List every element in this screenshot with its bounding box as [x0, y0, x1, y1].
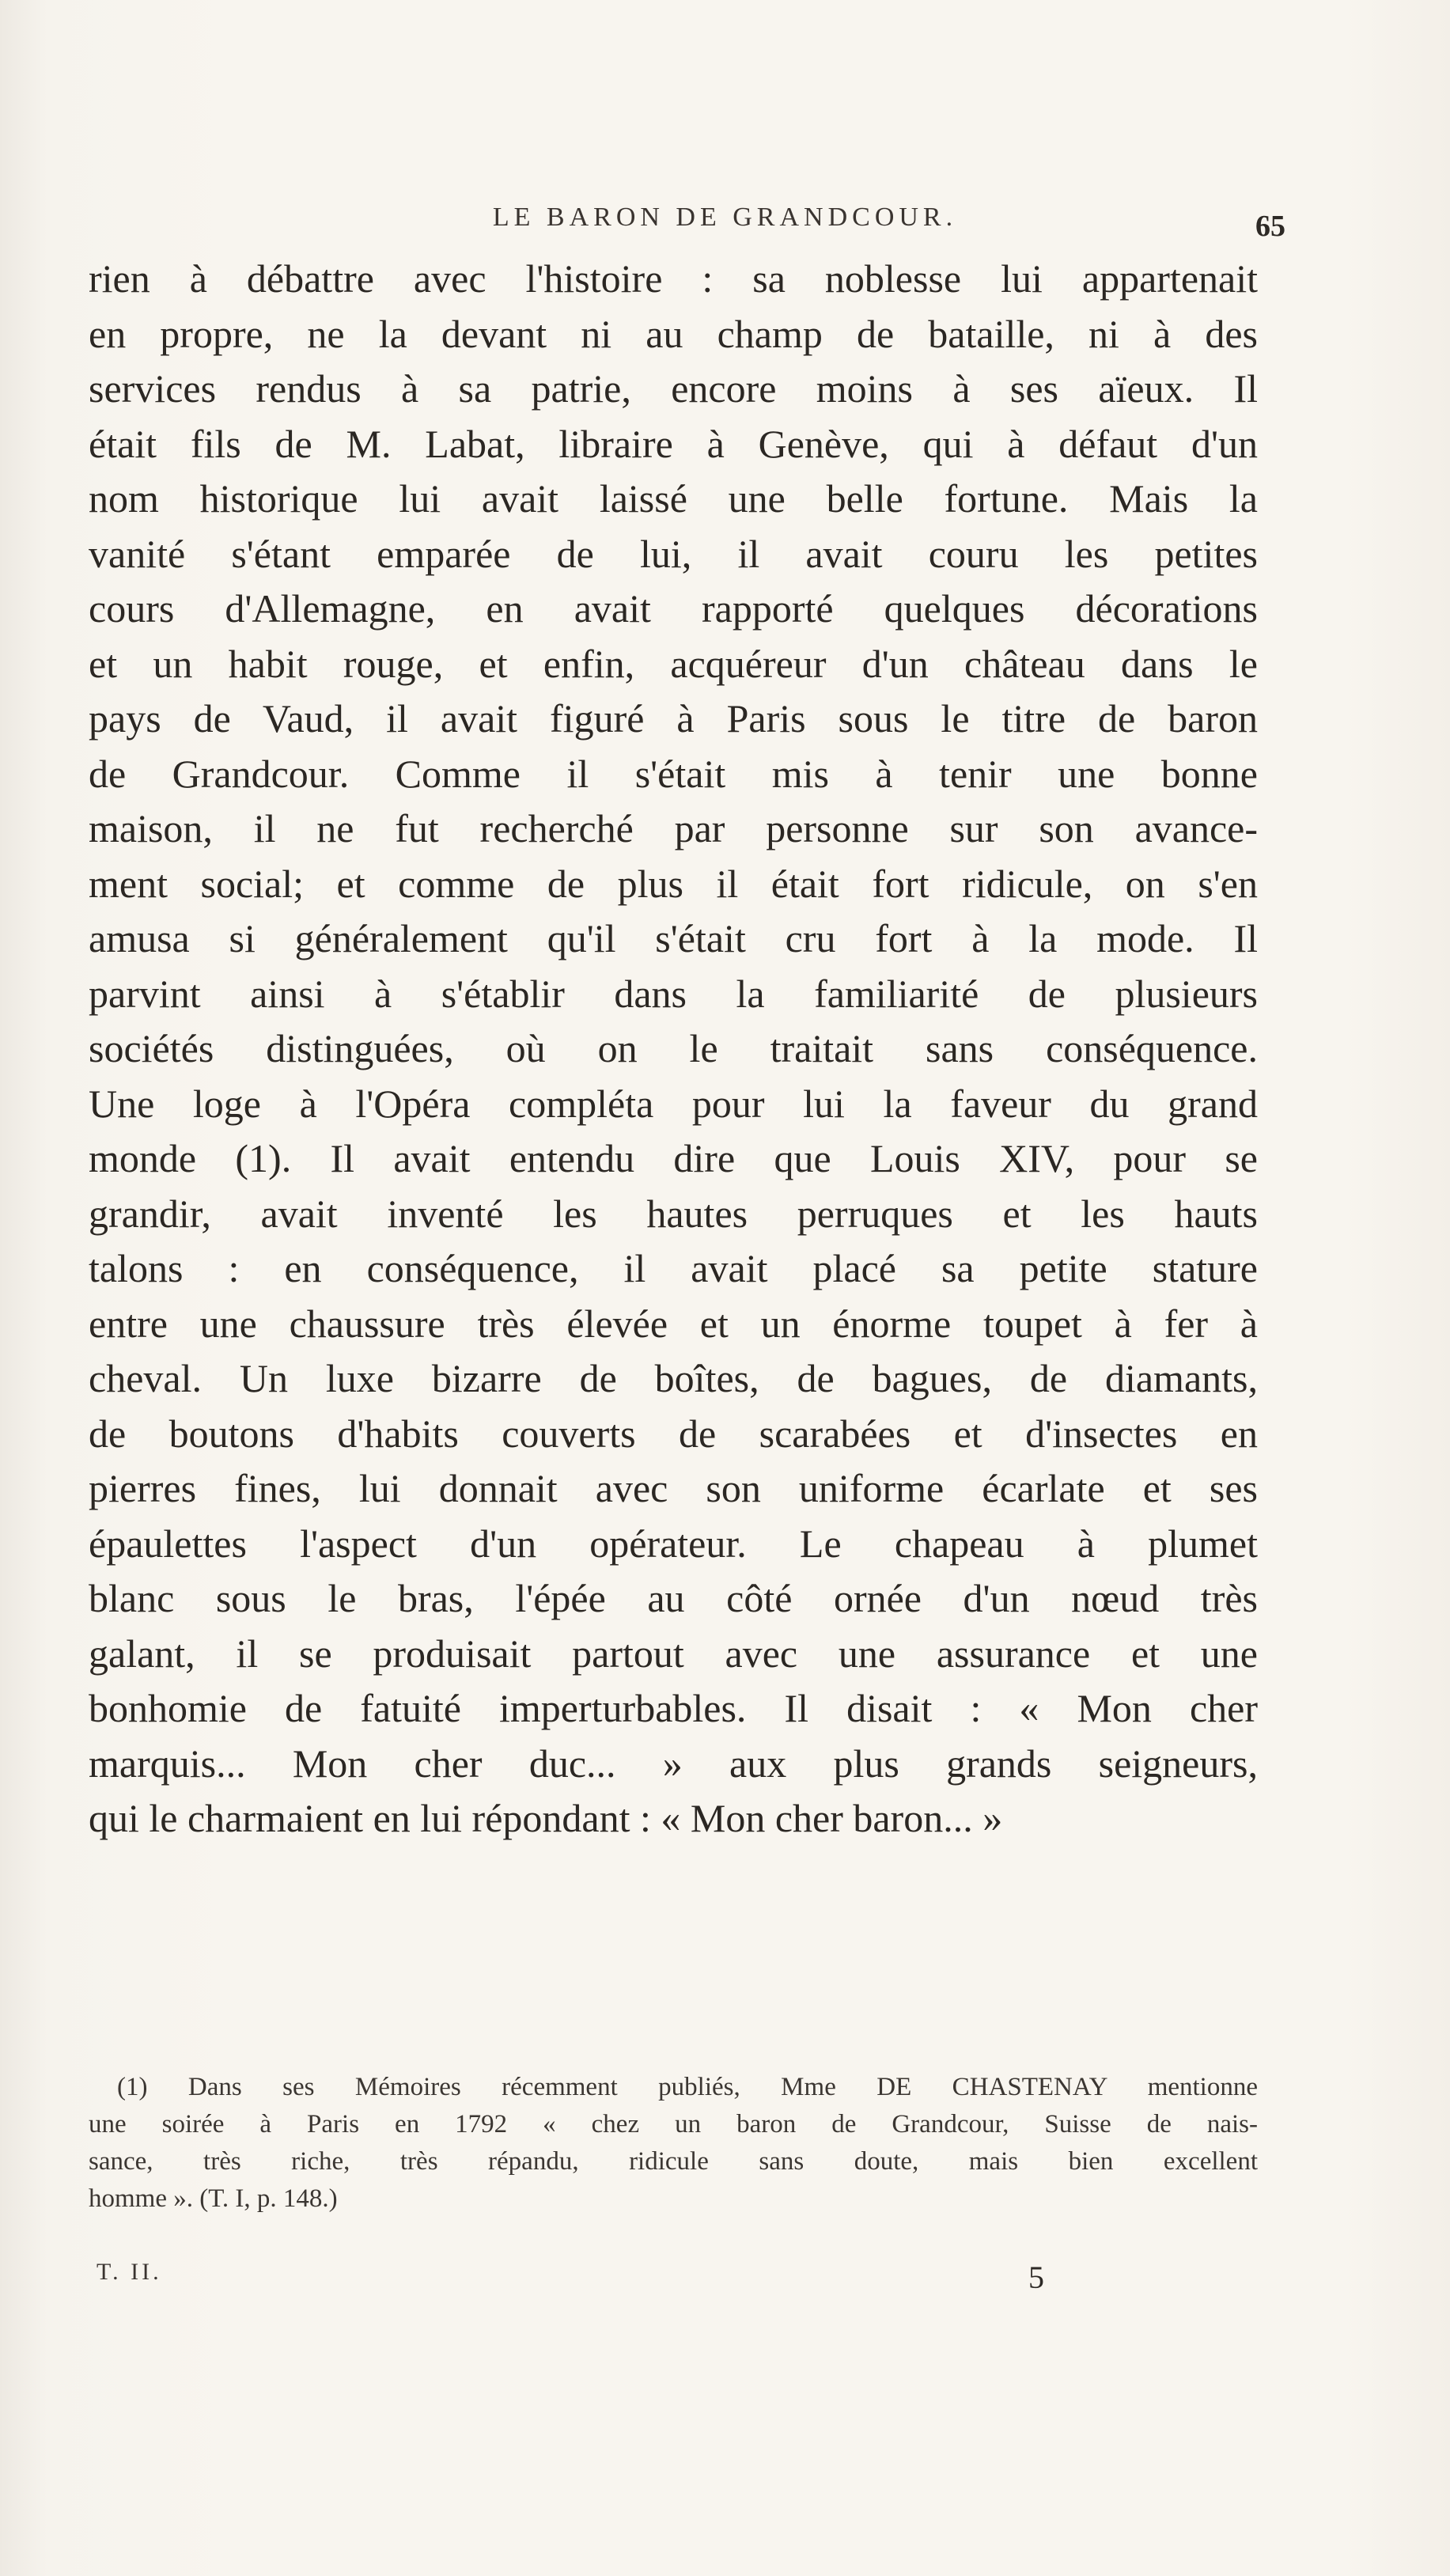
running-head: LE BARON DE GRANDCOUR.	[492, 203, 958, 232]
page-footer	[0, 2259, 1450, 2306]
text-line: parvint ainsi à s'établir dans la familiarité de plusieurs	[89, 971, 1258, 1016]
text-line: entre une chaussure très élevée et un énorme toupet à fer à	[89, 1301, 1258, 1346]
text-line: marquis... Mon cher duc... » aux plus grands seigneurs,	[89, 1741, 1258, 1786]
text-line: services rendus à sa patrie, encore moins à ses aïeux. Il	[89, 366, 1258, 411]
footnote-line: une soirée à Paris en 1792 « chez un baron de Grandcour, Suisse de nais-	[89, 2110, 1258, 2138]
text-line: rien à débattre avec l'histoire : sa noblesse lui appartenait	[89, 256, 1258, 301]
text-line: monde (1). Il avait entendu dire que Louis XIV, pour se	[89, 1136, 1258, 1180]
page-header	[0, 203, 1450, 250]
text-line: amusa si généralement qu'il s'était cru fort à la mode. Il	[89, 916, 1258, 960]
text-line: Une loge à l'Opéra compléta pour lui la faveur du grand	[89, 1081, 1258, 1126]
footnote-line: sance, très riche, très répandu, ridicule sans doute, mais bien excellent	[89, 2147, 1258, 2176]
text-line: grandir, avait inventé les hautes perruques et les hauts	[89, 1191, 1258, 1236]
text-line: cours d'Allemagne, en avait rapporté quelques décorations	[89, 586, 1258, 631]
text-line: blanc sous le bras, l'épée au côté ornée d'un nœud très	[89, 1576, 1258, 1620]
page-number: 65	[1255, 210, 1285, 243]
body-text	[89, 252, 1258, 1847]
text-line: sociétés distinguées, où on le traitait sans conséquence.	[89, 1026, 1258, 1070]
text-line: galant, il se produisait partout avec une assurance et une	[89, 1631, 1258, 1676]
volume-mark: T. II.	[97, 2259, 162, 2285]
text-line: de boutons d'habits couverts de scarabées et d'insectes en	[89, 1411, 1258, 1456]
text-line: qui le charmaient en lui répondant : « Mon cher baron... »	[89, 1796, 1003, 1840]
text-line: et un habit rouge, et enfin, acquéreur d'un château dans le	[89, 641, 1258, 686]
text-line: était fils de M. Labat, libraire à Genève, qui à défaut d'un	[89, 421, 1258, 466]
text-line: talons : en conséquence, il avait placé sa petite stature	[89, 1246, 1258, 1290]
text-line: pierres fines, lui donnait avec son uniforme écarlate et ses	[89, 1466, 1258, 1510]
footnote	[89, 2069, 1258, 2218]
text-line: pays de Vaud, il avait figuré à Paris sous le titre de baron	[89, 696, 1258, 741]
text-line: en propre, ne la devant ni au champ de bataille, ni à des	[89, 311, 1258, 356]
text-line: nom historique lui avait laissé une belle fortune. Mais la	[89, 476, 1258, 521]
signature-mark: 5	[1028, 2260, 1044, 2295]
text-line: vanité s'étant emparée de lui, il avait couru les petites	[89, 531, 1258, 576]
text-line: épaulettes l'aspect d'un opérateur. Le chapeau à plumet	[89, 1521, 1258, 1566]
footnote-line: homme ». (T. I, p. 148.)	[89, 2184, 338, 2213]
text-line: de Grandcour. Comme il s'était mis à tenir une bonne	[89, 751, 1258, 796]
text-line: ment social; et comme de plus il était fort ridicule, on s'en	[89, 861, 1258, 906]
text-line: cheval. Un luxe bizarre de boîtes, de bagues, de diamants,	[89, 1356, 1258, 1400]
text-line: bonhomie de fatuité imperturbables. Il disait : « Mon cher	[89, 1686, 1258, 1730]
footnote-line: (1) Dans ses Mémoires récemment publiés, Mme DE CHASTENAY mentionne	[117, 2073, 1258, 2101]
text-line: maison, il ne fut recherché par personne sur son avance-	[89, 806, 1258, 850]
